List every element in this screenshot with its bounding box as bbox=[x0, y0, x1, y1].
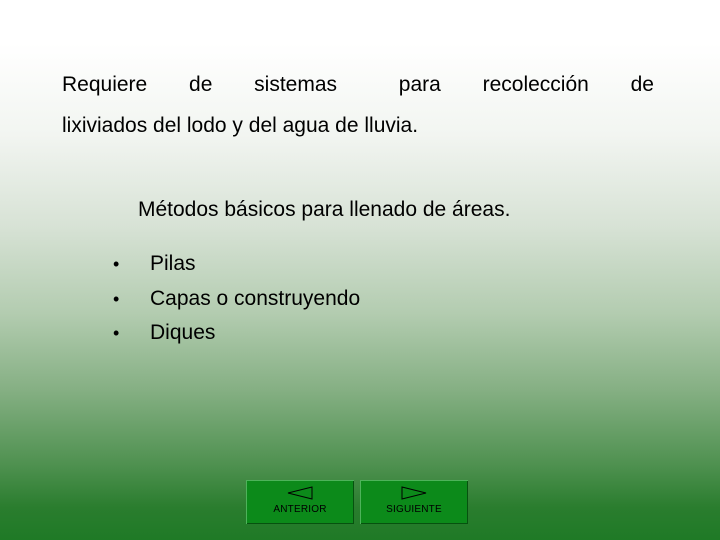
word: de bbox=[630, 73, 654, 96]
list-item bbox=[113, 287, 360, 322]
bullet-icon: • bbox=[113, 288, 120, 309]
list-item-text: Pilas bbox=[150, 252, 196, 275]
bullet-list bbox=[113, 252, 360, 356]
paragraph-line-1 bbox=[62, 73, 654, 97]
list-item-text: Diques bbox=[150, 321, 216, 344]
list-item bbox=[113, 252, 360, 287]
triangle-left-icon bbox=[286, 485, 314, 501]
list-item bbox=[113, 321, 360, 356]
bullet-icon: • bbox=[113, 323, 120, 343]
word: para bbox=[398, 73, 441, 96]
triangle-right-icon bbox=[400, 485, 428, 501]
bullet-icon: • bbox=[113, 254, 120, 274]
word: Requiere bbox=[62, 73, 148, 96]
previous-label: ANTERIOR bbox=[273, 504, 327, 515]
word: de bbox=[189, 73, 213, 96]
list-item-text: Capas o construyendo bbox=[150, 286, 361, 310]
next-label: SIGUIENTE bbox=[386, 504, 442, 515]
next-button[interactable] bbox=[360, 480, 468, 524]
previous-button[interactable] bbox=[246, 480, 354, 524]
section-heading: Métodos básicos para llenado de áreas. bbox=[138, 198, 511, 221]
word: recolección bbox=[482, 73, 589, 96]
word: sistemas bbox=[254, 73, 338, 96]
paragraph-line-2: lixiviados del lodo y del agua de lluvia. bbox=[62, 114, 419, 137]
